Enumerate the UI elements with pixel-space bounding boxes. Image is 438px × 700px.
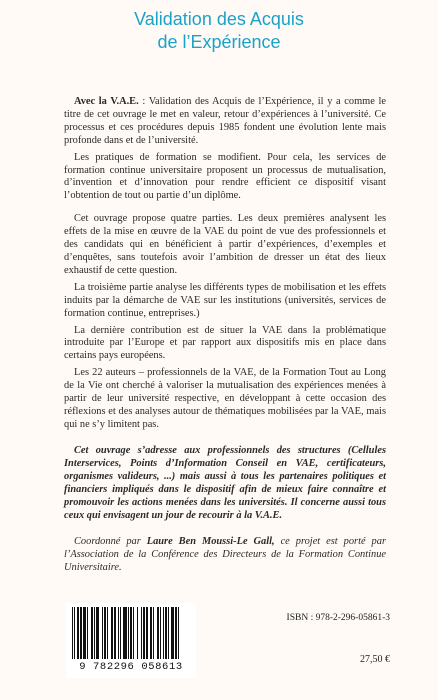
- barcode-number: 9 782296 058613: [79, 661, 183, 673]
- book-title: [0, 8, 438, 54]
- paragraph-last-contribution: La dernière contribution est de situer la VAE dans la problématique introduite par l’Europe et par rapport aux dispositifs mis en place dans certains pays européens.: [64, 324, 386, 362]
- audience-paragraph: Cet ouvrage s’adresse aux professionnels des structures (Cellules Interservices, Points d’Information Conseil en VAE, certificateurs, organismes valideurs, ...) mais aussi à tous les partenaires politiques et financiers impliqués dans le dispositif afin de mieux faire connaître et promouvoir les actions menées dans les universités. Il concerne aussi tous ceux qui envisagent un jour de recourir à la V.A.E.: [64, 444, 386, 521]
- paragraph-third-part: La troisième partie analyse les différents types de mobilisation et les effets induits par la démarche de VAE sur les institutions (universités, services de formation continue, entreprises.): [64, 281, 386, 319]
- coordinator-name: Laure Ben Moussi-Le Gall,: [146, 535, 275, 547]
- coordination-paragraph: [64, 536, 386, 575]
- title-line-1: Validation des Acquis: [134, 9, 304, 29]
- paragraph-parts: Cet ouvrage propose quatre parties. Les deux premières analysent les effets de la mise en œuvre de la VAE du point de vue des professionnels et des candidats qui en bénéficient à partir d’expériences, d’exemples et d’enquêtes, sans toutefois avoir l’ambition de dresser un état des lieux exhaustif de cette question.: [64, 213, 386, 276]
- coord-prefix: Coordonné par: [74, 535, 147, 547]
- barcode-image: [72, 607, 190, 659]
- paragraph-authors: Les 22 auteurs – professionnels de la VAE, de la Formation Tout au Long de la Vie ont cherché à valoriser la mutualisation des expériences menées à partir de leur université respective, en développant à cette occasion des réflexions et des analyses autour de thématiques mobilisées par la VAE, mais qui ne s’y limitent pas.: [64, 367, 386, 430]
- isbn-text: ISBN : 978-2-296-05861-3: [286, 613, 390, 623]
- barcode-block: [66, 603, 196, 678]
- price-text: 27,50 €: [360, 654, 390, 665]
- title-line-2: de l’Expérience: [157, 32, 281, 52]
- lead-text: : Validation des Acquis de l’Expérience, il y a comme le titre de cet ouvrage le met en valeur, retour d’expériences à l’université. Ce processus et ces procédures depuis 1985 fondent une évolution lente mais profonde dans et de l’université.: [64, 96, 386, 146]
- lead-label: Avec la V.A.E.: [74, 96, 139, 107]
- coord-suffix: ce projet est porté par l’Association de la Conférence des Directeurs de la Formation Continue Universitaire.: [64, 535, 386, 573]
- back-cover-text: [64, 96, 386, 578]
- lead-paragraph: [64, 96, 386, 148]
- paragraph-practices: Les pratiques de formation se modifient. Pour cela, les services de formation continue universitaire proposent un processus de mutualisation, d’invention et d’innovation pour rendre efficient ce dispositif visant l’obtention de tout ou partie d’un diplôme.: [64, 151, 386, 202]
- barcode-bar: [179, 607, 180, 659]
